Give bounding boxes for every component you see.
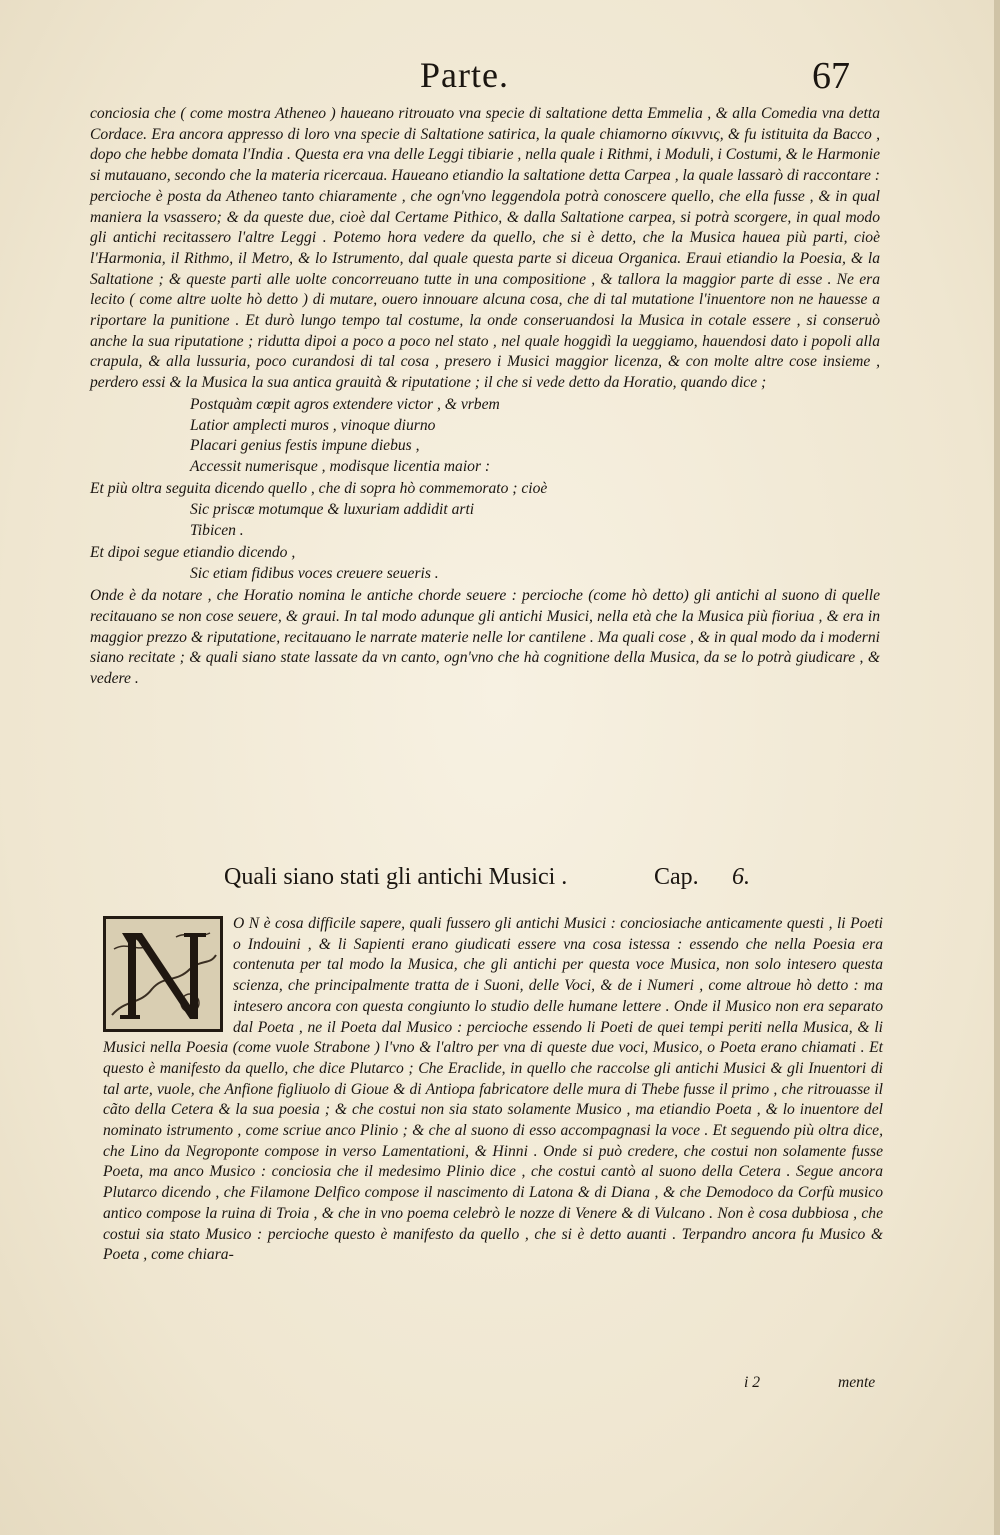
main-text: [90, 104, 880, 690]
chapter-heading: [224, 864, 784, 898]
paragraph-2: Onde è da notare , che Horatio nomina le antiche chorde seuere : percioche (come hò detto) gli antichi al suono di quelle recitauano se non cose seuere, & graui. In tal modo adunque gli antichi Musici, nella età che la Musica più fioriua , & era in maggior prezzo & riputatione, recitauano le narrate materie nelle lor cantilene . Ma quali cose , & in qual modo da i moderni siano recitate ; & quali siano state lassate da vn canto, ogn'vno che hà cognitione della Musica, da se lo potrà giudicare , & vedere .: [90, 587, 880, 687]
page-edge: [994, 0, 1000, 1535]
verse-quote-2: [190, 500, 880, 541]
decorated-initial: [103, 916, 223, 1032]
page-footer: [0, 1374, 1000, 1398]
signature-mark: i 2: [744, 1374, 761, 1391]
verse-quote-1: [190, 395, 880, 478]
decorated-initial-n-icon: [106, 919, 220, 1029]
chapter-paragraph: è cosa difficile sapere, quali fussero gli antichi Musici : conciosiache anticamente questi , li Poeti o Indouini , & li Sapienti erano giudicati essere vna cosa istessa : essendo che nella Poesia era contenuta per tal modo la Musica, che gli antichi per questa voce Musica, non solo intesero questa scienza, che principalmente tratta de i Suoni, delle Voci, & de i Numeri , come altroue hò detto : ma intesero ancora con questa congiunto lo studio delle humane lettere . Onde il Musico non era separato dal Poeta , ne il Poeta dal Musico : percioche essendo li Poeti de quei tempi periti nella Musica, & li Musici nella Poesia (come vuole Strabone ) l'vno & l'altro per vna di queste due voci, Musico, o Poeta erano chiamati . Et questo è manifesto da quello, che dice Plutarco ; Che Eraclide, in quello che raccolse gli antichi Musici & gli Inuentori di tal arte, vuole, che Anfione figliuolo di Gioue & di Antiopa fabricatore delle mura di Thebe fusse il primo , che ritrouasse il cãto della Cetera & la sua poesia ; & che costui non sia stato solamente Musico , ma etiandio Poeta , & lo inuentore del nominato istrumento , come scriue anco Plinio ; & che al suono di esso accompagnasi la voce . Et seguendo più oltra dice, che Lino da Negroponte compose in verso Lamentationi, & Hinni . Onde si può credere, che costui non solamente fusse Poeta, ma anco Musico : conciosia che il medesimo Plinio dice , che costui cantò al suono della Cetera . Segue ancora Plutarco dicendo , che Filamone Delfico compose il nascimento di Latona & di Diana , & che Demodoco da Corfù musico antico compose la ruina di Troia , & che in vno poema celebrò le nozze di Venere & di Vulcano . Non è cosa dubbiosa , che costui sia stato Musico : percioche questo è manifesto da quello , che si è detto auanti . Terpandro ancora fu Musico & Poeta , come chiara-: [103, 915, 884, 1264]
verse-line: Latior amplecti muros , vinoque diurno: [190, 416, 436, 434]
opening-words: O N: [233, 915, 260, 932]
paragraph-1: conciosia che ( come mostra Atheneo ) haueano ritrouato vna specie di saltatione detta Emmelia , & alla Comedia vna detta Cordace. Era ancora appresso di loro vna specie di Saltatione satirica, la quale chiamorno σίκιννις, & fu istituita da Bacco , dopo che hebbe domata l'India . Questa era vna delle Leggi tibiarie , nella quale i Rithmi, i Moduli, i Costumi, & le Harmonie si mutauano, secondo che la materia ricercaua. Haueano etiandio la saltatione detta Carpea , la quale lassarò di raccontare : percioche è posta da Atheneo tanto chiaramente , che ogn'vno leggendola potrà conoscere quello, che ella fusse , & in qual maniera la vsassero; & da queste due, cioè dal Certame Pithico, & dalla Saltatione carpea, si potrà scorgere, in qual modo gli antichi recitassero l'altre Leggi . Potemo hora vedere da quello, che si è detto, che la Musica hauea più parti, cioè l'Harmonia, il Rithmo, il Metro, & lo Istrumento, dal quale questa parte si diceua Organica. Eraui etiandio la Poesia, & la Saltatione ; & queste parti alle uolte concorreuano tutte in una compositione , & tallora la maggior parte di esse . Ne era lecito ( come altre uolte hò detto ) di mutare, ouero innouare alcuna cosa, che di tal mutatione l'inuentore non ne hauesse a riportare la punitione . Et durò lungo tempo tal costume, la onde conseruandosi la Musica in cotale essere , si conseruò anche la sua riputatione ; ridutta dipoi a poco a poco nel stato , nel quale hoggidì la ueggiamo, hauendosi dato i popoli alla crapula, & alla lussuria, poco curandosi di tal cosa , presero i Musici maggior licenza, & con molte altre cose insieme , perdero essi & la Musica la sua antica grauità & riputatione ; il che si vede detto da Horatio, quando dice ;: [90, 105, 880, 392]
verse-line: Placari genius festis impune diebus ,: [190, 437, 420, 455]
chapter-title: Quali siano stati gli antichi Musici .: [224, 864, 568, 890]
catchword: mente: [838, 1374, 876, 1391]
verse-line: Accessit numerisque , modisque licentia maior :: [190, 457, 491, 475]
verse-line: Sic priscæ motumque & luxuriam addidit arti: [190, 501, 475, 519]
chapter-text: [103, 914, 883, 1266]
chapter-label: Cap.: [654, 864, 699, 890]
verse-2-continuation: Et dipoi segue etiandio dicendo ,: [90, 543, 296, 561]
running-title: Parte.: [420, 55, 509, 95]
page-number: 67: [812, 55, 850, 97]
verse-1-continuation: Et più oltra seguita dicendo quello , che di sopra hò commemorato ; cioè: [90, 479, 548, 497]
page-header: [0, 52, 1000, 102]
chapter-number: 6.: [732, 864, 750, 890]
verse-quote-3: [190, 564, 880, 585]
verse-line: Tibicen .: [190, 522, 244, 540]
verse-line: Sic etiam fidibus voces creuere seueris .: [190, 565, 439, 583]
verse-line: Postquàm cœpit agros extendere victor , & vrbem: [190, 395, 500, 413]
